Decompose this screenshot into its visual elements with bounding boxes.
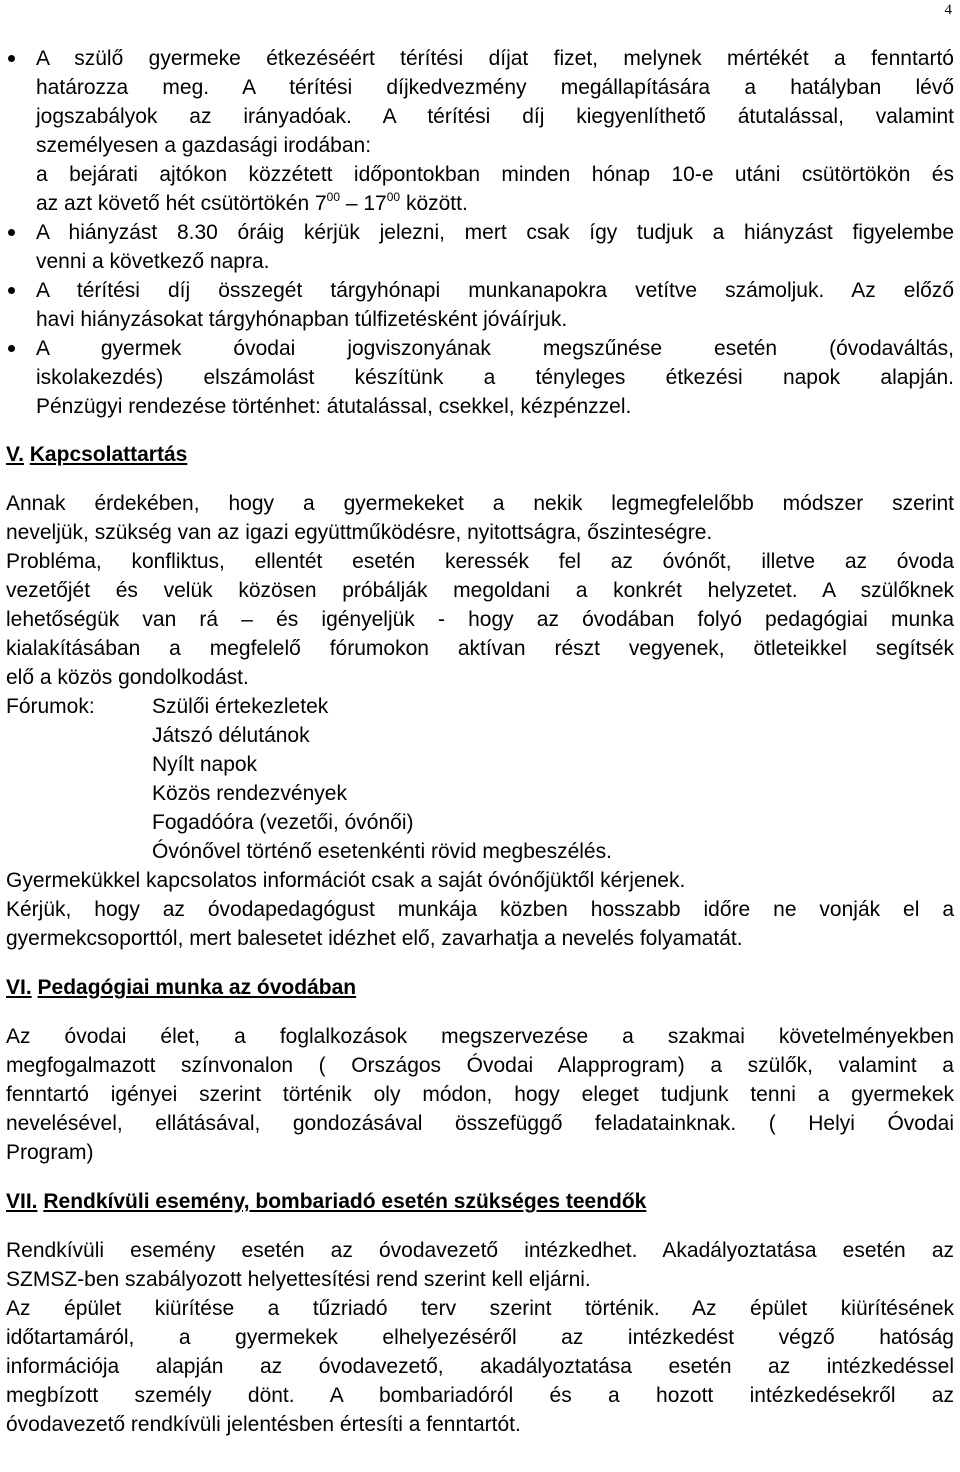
- forum-list-block: [6, 692, 954, 866]
- text-line: Pénzügyi rendezése történhet: átutalással, csekkel, kézpénzzel.: [36, 395, 632, 418]
- list-item: Közös rendezvények: [152, 782, 347, 805]
- list-item: [6, 218, 954, 276]
- section-heading-vii: [6, 1187, 954, 1216]
- text-line: Rendkívüli esemény esetén az óvodavezető intézkedhet. Akadályoztatása esetén az: [6, 1239, 954, 1262]
- section-number: V.: [6, 443, 24, 466]
- text-line: iskolakezdés) elszámolást készítünk a tényleges étkezési napok alapján.: [36, 366, 954, 389]
- list-item: Szülői értekezletek: [152, 695, 329, 718]
- paragraph: [6, 547, 954, 692]
- text-line: Annak érdekében, hogy a gyermekeket a nekik legmegfelelőbb módszer szerint: [6, 492, 954, 515]
- page-number: 4: [944, 2, 952, 18]
- list-item: [6, 276, 954, 334]
- time-suffix: között.: [400, 192, 468, 215]
- time-range-line: [36, 189, 954, 218]
- payment-bullet-list: [6, 44, 954, 421]
- forum-label: Fórumok:: [6, 695, 95, 718]
- text-line: havi hiányzásokat tárgyhónapban túlfizetésként jóváírjuk.: [36, 308, 568, 331]
- list-item: Óvónővel történő esetenkénti rövid megbeszélés.: [152, 840, 612, 863]
- section-heading-v: [6, 440, 954, 469]
- text-line: megfogalmazott színvonalon ( Országos Óvodai Alapprogram) a szülők, valamint a: [6, 1054, 954, 1077]
- text-line: Gyermekükkel kapcsolatos információt csak a saját óvónőjüktől kérjenek.: [6, 869, 686, 892]
- paragraph: [6, 489, 954, 547]
- text-line: venni a következő napra.: [36, 250, 270, 273]
- list-item: [6, 334, 954, 421]
- text-line: a bejárati ajtókon közzétett időpontokban minden hónap 10-e utáni csütörtökön és: [36, 163, 954, 186]
- text-line: gyermekcsoporttól, mert balesetet idézhet elő, zavarhatja a nevelés folyamatát.: [6, 927, 743, 950]
- paragraph: [6, 866, 954, 895]
- time-sup-end: 00: [386, 190, 401, 204]
- time-prefix: az azt követő hét csütörtökén 7: [36, 192, 327, 215]
- text-line: megbízott személy dönt. A bombariadóról és a hozott intézkedésekről az: [6, 1384, 954, 1407]
- text-line: Kérjük, hogy az óvodapedagógust munkája közben hosszabb időre ne vonják el a: [6, 898, 954, 921]
- text-line: Probléma, konfliktus, ellentét esetén keressék fel az óvónőt, illetve az óvoda: [6, 550, 954, 573]
- text-line: A hiányzást 8.30 óráig kérjük jelezni, mert csak így tudjuk a hiányzást figyelembe: [36, 221, 954, 244]
- section-number: VII.: [6, 1190, 38, 1213]
- section-title: Rendkívüli esemény, bombariadó esetén szükséges teendők: [43, 1190, 647, 1213]
- text-line: lehetőségük van rá – és igényeljük - hogy az óvodában folyó pedagógiai munka: [6, 608, 954, 631]
- list-item: Fogadóóra (vezetői, óvónői): [152, 811, 414, 834]
- text-line: Program): [6, 1141, 94, 1164]
- text-line: SZMSZ-ben szabályozott helyettesítési rend szerint kell eljárni.: [6, 1268, 591, 1291]
- text-line: fenntartó igényei szerint történik oly módon, hogy eleget tudjunk tenni a gyermekek: [6, 1083, 954, 1106]
- text-line: A szülő gyermeke étkezéséért térítési díjat fizet, melynek mértékét a fenntartó: [36, 47, 954, 70]
- section-title: Pedagógiai munka az óvodában: [37, 976, 357, 999]
- text-line: neveljük, szükség van az igazi együttműködésre, nyitottságra, őszinteségre.: [6, 521, 713, 544]
- text-line: A térítési díj összegét tárgyhónapi munkanapokra vetítve számoljuk. Az előző: [36, 279, 954, 302]
- text-line: Az épület kiürítése a tűzriadó terv szerint történik. Az épület kiürítésének: [6, 1297, 954, 1320]
- time-middle: – 17: [340, 192, 387, 215]
- forum-list: [152, 692, 954, 866]
- text-line: kialakításában a megfelelő fórumokon aktívan részt vegyenek, ötleteikkel segítsék: [6, 637, 954, 660]
- list-item: Játszó délutánok: [152, 724, 310, 747]
- text-line: elő a közös gondolkodást.: [6, 666, 249, 689]
- section-title: Kapcsolattartás: [29, 443, 188, 466]
- text-line: határozza meg. A térítési díjkedvezmény megállapítására a hatályban lévő: [36, 76, 954, 99]
- text-line: személyesen a gazdasági irodában:: [36, 134, 372, 157]
- text-line: vezetőjét és velük közösen próbálják megoldani a konkrét helyzetet. A szülőknek: [6, 579, 954, 602]
- paragraph: [6, 895, 954, 953]
- list-item: Nyílt napok: [152, 753, 258, 776]
- list-item: [6, 44, 954, 218]
- paragraph: [6, 1294, 954, 1439]
- text-line: információja alapján az óvodavezető, akadályoztatása esetén az intézkedéssel: [6, 1355, 954, 1378]
- text-line: Az óvodai élet, a foglalkozások megszervezése a szakmai követelményekben: [6, 1025, 954, 1048]
- text-line: időtartamáról, a gyermekek elhelyezéséről az intézkedést végző hatóság: [6, 1326, 954, 1349]
- time-sup-start: 00: [326, 190, 341, 204]
- text-line: óvodavezető rendkívüli jelentésben értesíti a fenntartót.: [6, 1413, 521, 1436]
- document-body: [6, 44, 954, 1439]
- text-line: A gyermek óvodai jogviszonyának megszűnése esetén (óvodaváltás,: [36, 337, 954, 360]
- paragraph: [6, 1236, 954, 1294]
- text-line: jogszabályok az irányadóak. A térítési díj kiegyenlíthető átutalással, valamint: [36, 105, 954, 128]
- text-line: nevelésével, ellátásával, gondozásával összefüggő feladatainknak. ( Helyi Óvodai: [6, 1112, 954, 1135]
- section-heading-vi: [6, 973, 954, 1002]
- paragraph: [6, 1022, 954, 1167]
- section-number: VI.: [6, 976, 32, 999]
